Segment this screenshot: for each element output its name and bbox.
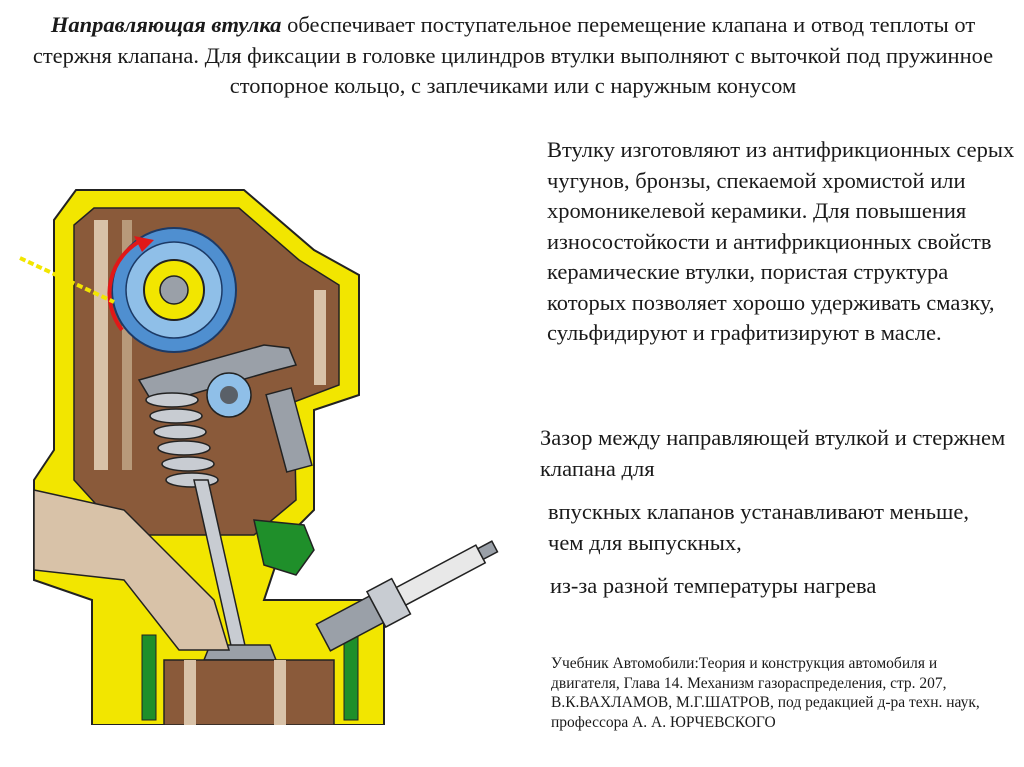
cylinder-stripe — [274, 660, 286, 725]
coolant-channel — [344, 635, 358, 720]
header-lead-term: Направляющая втулка — [50, 12, 282, 37]
cylinder-stripe — [184, 660, 196, 725]
interior-stripe — [94, 220, 108, 470]
reason-paragraph: из-за разной температуры нагрева — [550, 573, 877, 598]
valve-mechanism-illustration — [14, 180, 514, 725]
header-paragraph — [28, 10, 998, 102]
interior-stripe — [314, 290, 326, 385]
reference-note: Учебник Автомобили:Теория и конструкция автомобиля и двигателя, Глава 14. Механизм газораспределения, стр. 207, В.К.ВАХЛАМОВ, М.Г.ШАТРОВ, под редакцией д-ра техн. наук, профессора А. А. ЮРЧЕВСКОГО — [551, 655, 980, 731]
camshaft-core — [160, 276, 188, 304]
cylinder-head-drawing — [14, 180, 514, 725]
materials-paragraph: Втулку изготовляют из антифрикционных серых чугунов, бронзы, спекаемой хромистой или хромоникелевой керамики. Для повышения износостойкости и антифрикционных свойств керамические втулки, пористая структура которых позволяет хорошо удерживать смазку, сульфидируют и графитизируют в масле. — [547, 137, 1015, 345]
header-text: обеспечивает поступательное перемещение клапана и отвод теплоты от стержня клапана. Для фиксации в головке цилиндров втулки выполняют с выточкой под пружинное стопорное кольцо, с заплечиками или с наружным конусом — [32, 12, 994, 98]
rocker-pivot-core — [220, 386, 238, 404]
gap-paragraph: Зазор между направляющей втулкой и стержнем клапана для — [540, 425, 1006, 481]
intake-paragraph: впускных клапанов устанавливают меньше, чем для выпускных, — [548, 499, 969, 555]
spark-plug — [314, 529, 504, 655]
coolant-channel — [142, 635, 156, 720]
